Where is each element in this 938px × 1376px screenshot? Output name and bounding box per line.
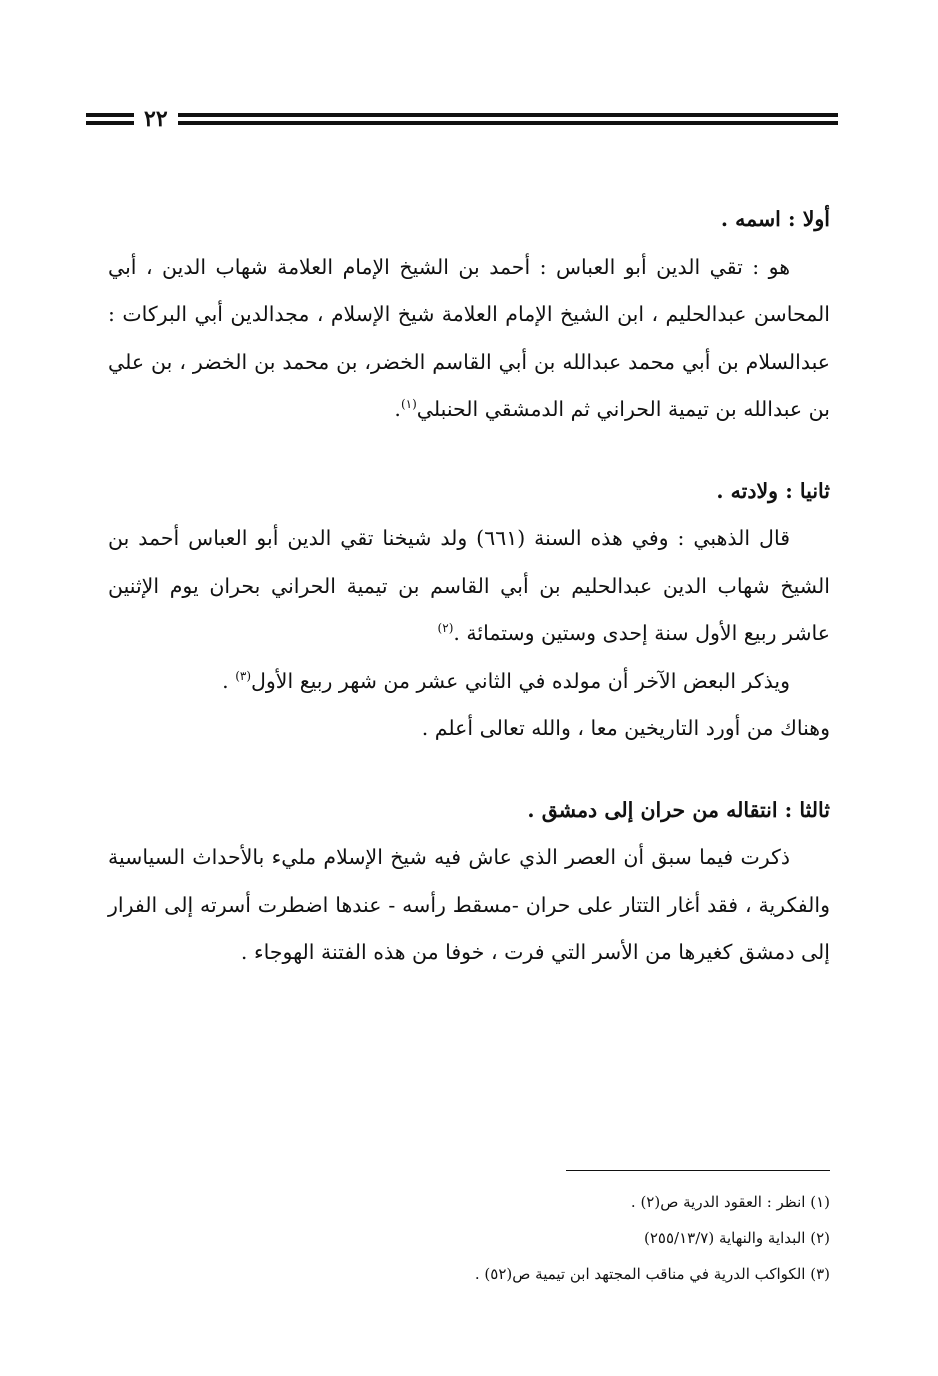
footnote: (١) انظر : العقود الدرية ص(٢) .	[630, 1193, 830, 1211]
paragraph-text: ويذكر البعض الآخر أن مولده في الثاني عشر من شهر ربيع الأول	[251, 668, 790, 693]
section-move	[108, 787, 830, 977]
section-name	[108, 196, 830, 434]
paragraph-tail: .	[394, 397, 401, 421]
section-heading: أولا : اسمه .	[720, 207, 830, 231]
paragraph	[108, 244, 830, 434]
paragraph	[108, 834, 830, 977]
section-heading: ثالثا : انتقاله من حران إلى دمشق .	[527, 797, 830, 822]
paragraph-text: وهناك من أورد التاريخين معا ، والله تعالى أعلم .	[421, 716, 830, 740]
footnotes	[108, 1184, 830, 1292]
page-header	[86, 106, 838, 132]
footnote-divider	[566, 1170, 830, 1171]
page-number: ٢٢	[144, 106, 168, 132]
paragraph	[108, 705, 830, 753]
paragraph-text: هو : تقي الدين أبو العباس : أحمد بن الشيخ الإمام العلامة شهاب الدين ، أبي المحاسن عبدالحليم ، ابن الشيخ الإمام العلامة شيخ الإسلام ، مجدالدين أبي البركات : عبدالسلام بن أبي محمد عبدالله بن أبي القاسم الخضر، بن محمد بن الخضر ، بن علي بن عبدالله بن تيمية الحراني ثم الدمشقي الحنبلي	[108, 254, 830, 421]
section-heading: ثانيا : ولادته .	[716, 478, 830, 503]
footnote-ref: (٢)	[437, 621, 454, 636]
footnote: (٢) البداية والنهاية (٢٥٥/١٣/٧)	[644, 1229, 830, 1247]
paragraph-tail: .	[222, 668, 236, 693]
paragraph	[108, 515, 830, 658]
paragraph-text: ذكرت فيما سبق أن العصر الذي عاش فيه شيخ الإسلام مليء بالأحداث السياسية والفكرية ، فقد أغار التتار على حران -مسقط رأسه - عندها اضطرت أسرته إلى الفرار إلى دمشق كغيرها من الأسر التي فرت ، خوفا من هذه الفتنة الهوجاء .	[108, 845, 830, 964]
paragraph-text: قال الذهبي : وفي هذه السنة (٦٦١) ولد شيخنا تقي الدين أبو العباس أحمد بن الشيخ شهاب الدين عبدالحليم بن أبي القاسم بن تيمية الحراني بحران يوم الإثنين عاشر ربيع الأول سنة إحدى وستين وستمائة .	[108, 526, 830, 645]
footnote: (٣) الكواكب الدرية في مناقب المجتهد ابن تيمية ص(٥٢) .	[474, 1265, 830, 1283]
section-birth	[108, 468, 830, 753]
footnote-ref: (١)	[400, 397, 417, 412]
header-rule-left	[86, 113, 134, 125]
header-rule-right	[178, 113, 838, 125]
main-content	[108, 196, 830, 977]
paragraph	[108, 658, 830, 706]
footnote-ref: (٣)	[235, 668, 252, 683]
